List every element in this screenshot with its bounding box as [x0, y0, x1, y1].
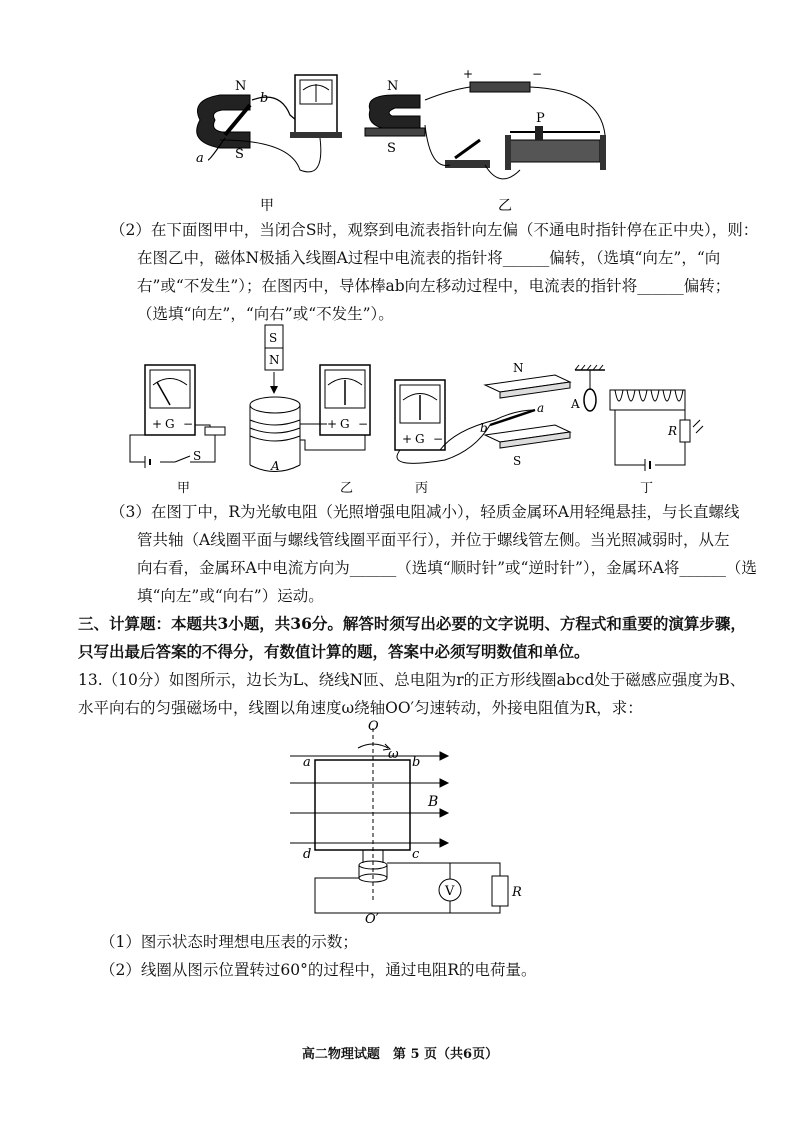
top-figures	[180, 60, 620, 220]
label-minus-3: −	[433, 432, 444, 446]
q2-line-4: （选填“向左”，“向右”或“不发生”）。	[137, 305, 394, 323]
label-n-mag: N	[269, 353, 280, 367]
galvanometer-jia	[290, 75, 342, 138]
photo-resistor	[680, 420, 690, 442]
label-n: N	[235, 79, 247, 94]
caption-yi-2: 乙	[340, 481, 354, 496]
q3-line-4: 填“向左”或“向右”）运动。	[137, 587, 324, 605]
label-g-2: G	[340, 417, 350, 431]
solenoid	[610, 390, 685, 410]
label-r-ding: R	[668, 424, 678, 438]
label-b: b	[260, 91, 269, 106]
label-s: S	[235, 147, 244, 162]
section3-line-2: 只写出最后答案的不得分，有数值计算的题，答案中必须写明数值和单位。	[78, 642, 590, 661]
label-o-prime: O′	[365, 912, 379, 927]
label-a-coil: a	[303, 755, 311, 770]
label-b-bing: b	[480, 421, 488, 435]
q3-line-2: 管共轴（A线圈平面与螺线管线圈平面平行），并位于螺线管左侧。当光照减弱时，从左	[137, 531, 730, 549]
label-field-b: B	[428, 794, 439, 810]
q2-line-1: （2）在下面图甲中，当闭合S时，观察到电流表指针向左偏（不通电时指针停在正中央），则：	[110, 221, 759, 239]
label-plus: +	[463, 67, 474, 81]
rod-ab-bing	[490, 410, 535, 425]
label-g-1: G	[165, 417, 175, 431]
coil-abcd	[315, 760, 410, 850]
label-c-coil: c	[412, 847, 420, 862]
page-footer: 高二物理试题 第 5 页（共6页）	[301, 1047, 499, 1062]
label-o: O	[368, 719, 379, 734]
field-lines	[290, 752, 448, 847]
q13-sub-1: （1）图示状态时理想电压表的示数；	[100, 933, 358, 951]
label-s-mag: S	[269, 331, 278, 345]
resistor-r	[492, 876, 508, 906]
label-g-3: G	[415, 432, 425, 446]
label-a: a	[196, 151, 204, 166]
label-minus-1: −	[183, 417, 194, 431]
battery-yi	[470, 82, 530, 92]
label-r-coil: R	[512, 885, 522, 900]
label-v: V	[445, 884, 455, 899]
caption-bing: 丙	[415, 481, 429, 496]
caption-yi: 乙	[498, 198, 512, 214]
q13-line-1: 13.（10分）如图所示，边长为L、绕线N匝、总电阻为r的正方形线圈abcd处于磁感应强度为B、	[78, 671, 746, 689]
label-d-coil: d	[303, 847, 312, 862]
label-plus-3: +	[402, 432, 413, 446]
label-a-bing: a	[537, 401, 545, 415]
label-s-plate: S	[513, 454, 522, 468]
label-s-switch: S	[193, 449, 202, 463]
q13-sub-2: （2）线圈从图示位置转过60°的过程中，通过电阻R的电荷量。	[100, 961, 537, 979]
q13-figure	[270, 718, 530, 928]
label-n-plate: N	[513, 361, 524, 375]
q3-line-1: （3）在图丁中，R为光敏电阻（光照增强电阻减小），轻质金属环A用轻绳悬挂，与长直螺线	[110, 503, 740, 521]
mid-figures	[115, 320, 705, 500]
label-n-yi: N	[387, 79, 399, 94]
label-omega: ω	[388, 747, 399, 762]
label-s-yi: S	[387, 141, 396, 156]
caption-jia: 甲	[260, 198, 274, 214]
q2-line-2: 在图乙中，磁体N极插入线圈A过程中电流表的指针将______偏转，（选填“向左”，“向	[137, 249, 721, 267]
q13-line-2: 水平向右的匀强磁场中，线圈以角速度ω绕轴OO′匀速转动，外接电阻值为R，求：	[78, 699, 643, 717]
label-p: P	[536, 111, 545, 126]
rheostat-yi	[505, 126, 606, 170]
switch-yi	[445, 140, 490, 168]
label-ring-a: A	[571, 397, 580, 411]
caption-ding: 丁	[640, 481, 654, 496]
q3-line-3: 向右看，金属环A中电流方向为______（选填“顺时针”或“逆时针”），金属环A将______（选	[137, 559, 757, 577]
label-plus-2: +	[327, 417, 338, 431]
label-plus-1: +	[152, 417, 163, 431]
label-coil-a: A	[271, 459, 280, 473]
ring-a	[584, 389, 596, 411]
label-minus-2: −	[358, 417, 369, 431]
q2-line-3: 右”或“不发生”）；在图丙中，导体棒ab向左移动过程中，电流表的指针将______偏转；	[137, 277, 731, 295]
section3-line-1: 三、计算题：本题共3小题，共36分。解答时须写出必要的文字说明、方程式和重要的演算步骤，	[78, 614, 746, 633]
caption-jia-2: 甲	[177, 481, 191, 496]
magnet-yi	[365, 95, 425, 136]
label-b-coil: b	[412, 755, 421, 770]
label-minus: −	[532, 67, 543, 81]
